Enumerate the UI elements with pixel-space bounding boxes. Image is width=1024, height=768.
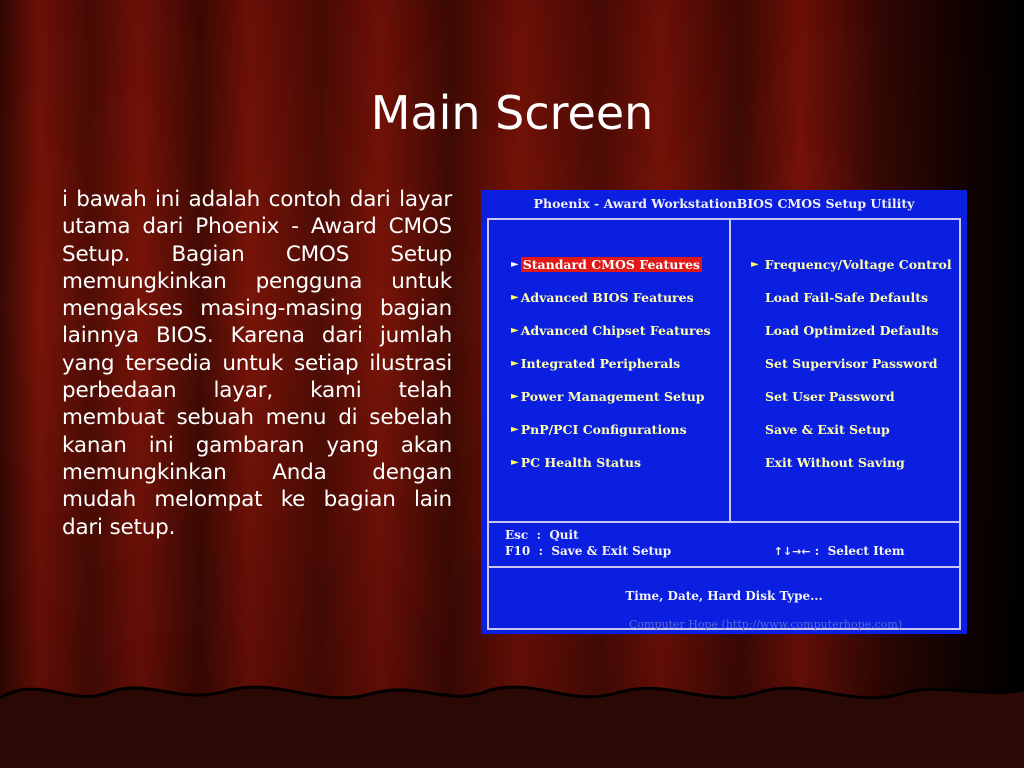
menu-item-frequency-voltage[interactable]: ► Frequency/Voltage Control [751,257,952,272]
bios-screenshot [481,190,967,634]
key-f10-save-exit: F10 : Save & Exit Setup [505,544,672,558]
menu-item-save-exit[interactable]: Save & Exit Setup [765,422,890,437]
menu-item-pnp-pci[interactable]: ► PnP/PCI Configurations [511,422,687,437]
bios-column-divider [729,218,731,521]
arrow-right-icon: ► [511,292,519,303]
menu-item-set-supervisor-password[interactable]: Set Supervisor Password [765,356,938,371]
menu-item-power-management[interactable]: ► Power Management Setup [511,389,705,404]
arrow-keys-icon: ↑↓→← [773,545,811,558]
slide-title: Main Screen [370,86,654,140]
bios-status-line: Time, Date, Hard Disk Type... [625,589,823,603]
bios-title: Phoenix - Award WorkstationBIOS CMOS Setup Utility [533,196,915,211]
arrow-right-icon: ► [511,424,519,435]
bios-left-menu [511,257,711,488]
arrow-right-icon: ► [511,391,519,402]
select-item-label: : Select Item [814,544,905,558]
menu-item-set-user-password[interactable]: Set User Password [765,389,895,404]
menu-item-standard-cmos[interactable]: ► Standard CMOS Features [511,257,700,272]
key-help-right [757,530,905,572]
menu-item-integrated-peripherals[interactable]: ► Integrated Peripherals [511,356,681,371]
menu-item-exit-without-saving[interactable]: Exit Without Saving [765,455,905,470]
bios-divider-keys [487,521,961,523]
menu-item-advanced-bios[interactable]: ► Advanced BIOS Features [511,290,694,305]
key-esc-quit: Esc : Quit [505,528,579,542]
key-help-left [505,527,671,559]
slide-body-text: i bawah ini adalah contoh dari layar utama dari Phoenix - Award CMOS Setup. Bagian CMOS Setup memungkinkan pengguna untuk mengakses masing-masing bagian lainnya BIOS. Karena dari jumlah yang tersedia untuk setiap ilustrasi perbedaan layar, kami telah membuat sebuah menu di sebelah kanan ini gambaran yang akan memungkinkan Anda dengan mudah melompat ke bagian lain dari setup. [62,187,452,540]
menu-item-load-optimized[interactable]: Load Optimized Defaults [765,323,939,338]
arrow-right-icon: ► [511,457,519,468]
curtain-hem [0,678,1024,768]
arrow-right-icon: ► [511,325,519,336]
menu-item-load-failsafe[interactable]: Load Fail-Safe Defaults [765,290,929,305]
arrow-right-icon: ► [511,259,519,270]
watermark: Computer Hope (http://www.computerhope.com) [629,618,903,631]
menu-item-advanced-chipset[interactable]: ► Advanced Chipset Features [511,323,711,338]
menu-item-pc-health[interactable]: ► PC Health Status [511,455,642,470]
bios-right-menu [751,257,952,488]
arrow-right-icon: ► [751,259,759,270]
arrow-right-icon: ► [511,358,519,369]
